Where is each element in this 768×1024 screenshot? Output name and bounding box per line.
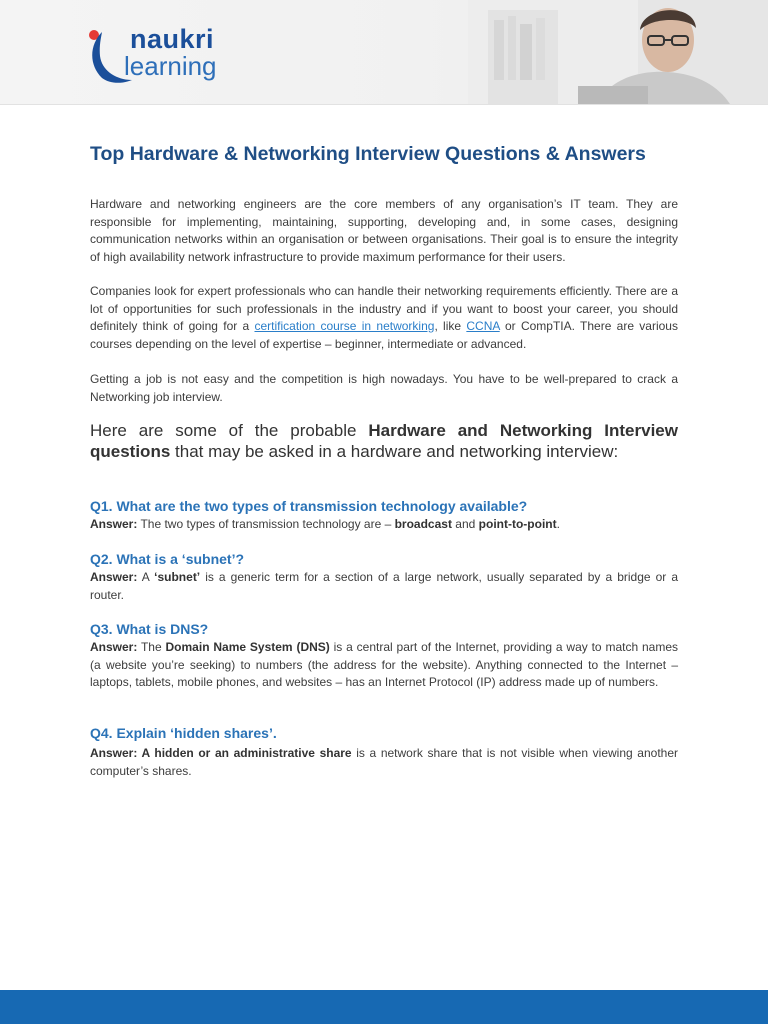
intro-text: Here are some of the probable [90, 421, 369, 440]
questions-intro [90, 420, 678, 462]
question-4: Q4. Explain ‘hidden shares’. [90, 725, 277, 741]
answer-bold: A hidden or an administrative share [137, 746, 352, 760]
hero-person-image [468, 0, 768, 104]
footer-bar [0, 990, 768, 1024]
page-title: Top Hardware & Networking Interview Questions & Answers [90, 143, 646, 165]
intro-text: that may be asked in a hardware and networking interview: [170, 442, 619, 461]
answer-text: A [137, 570, 155, 584]
answer-text: is a generic term for a section of a large network, usually separated by a bridge or a router. [90, 570, 678, 602]
link-certification-course[interactable]: certification course in networking [254, 319, 435, 333]
answer-bold: point-to-point [478, 517, 557, 531]
question-1: Q1. What are the two types of transmission technology available? [90, 498, 528, 514]
answer-text: is a central part of the Internet, providing a way to match names (a website you’re seeking) to numbers (the address for the website). Anything connected to the Internet – laptops, tablets, mobile phones, and websites – has an Internet Protocol (IP) address made up of numbers. [90, 640, 678, 689]
answer-text: . [556, 517, 560, 531]
answer-text: and [451, 517, 479, 531]
question-2: Q2. What is a ‘subnet’? [90, 551, 245, 567]
logo-text-learning: learning [124, 51, 217, 81]
intro-bold: Hardware and Networking Interview questions [90, 421, 678, 461]
question-3: Q3. What is DNS? [90, 621, 209, 637]
answer-text: The two types of transmission technology are – [137, 517, 395, 531]
answer-label: Answer: [90, 517, 138, 531]
paragraph-intro: Hardware and networking engineers are the core members of any organisation’s IT team. They are responsible for implementing, maintaining, supporting, developing and, in some cases, designing communication networks within an organisation or between organisations. Their goal is to ensure the integrity of high availability network infrastructure to provide maximum performance for their users. [90, 197, 678, 264]
answer-label: Answer: [90, 570, 138, 584]
answer-2 [90, 569, 678, 604]
answer-bold: broadcast [394, 517, 452, 531]
paragraph-text: Companies look for expert professionals who can handle their networking requirements efficiently. There are a lot of opportunities for such professionals in the industry and if you want to boost your career, you should definitely think of going for a [90, 284, 678, 333]
logo-text-naukri: naukri [130, 24, 215, 54]
answer-1 [90, 516, 678, 534]
answer-text: The [137, 640, 166, 654]
paragraph-text: or CompTIA. There are various courses depending on the level of expertise – beginner, intermediate or advanced. [90, 319, 678, 351]
answer-label: Answer: [90, 640, 138, 654]
paragraph-job: Getting a job is not easy and the competition is high nowadays. You have to be well-prepared to crack a Networking job interview. [90, 372, 678, 404]
answer-3 [90, 639, 678, 692]
naukri-learning-logo[interactable] [88, 26, 248, 86]
answer-4 [90, 745, 678, 780]
answer-text: is a network share that is not visible when viewing another computer’s shares. [90, 746, 678, 778]
paragraph-companies [90, 283, 678, 353]
paragraph-text: , like [434, 319, 467, 333]
link-ccna[interactable]: CCNA [466, 319, 500, 333]
answer-bold: Domain Name System (DNS) [165, 640, 330, 654]
answer-bold: ‘subnet’ [154, 570, 201, 584]
answer-label: Answer: [90, 746, 138, 760]
header-banner [0, 0, 768, 105]
